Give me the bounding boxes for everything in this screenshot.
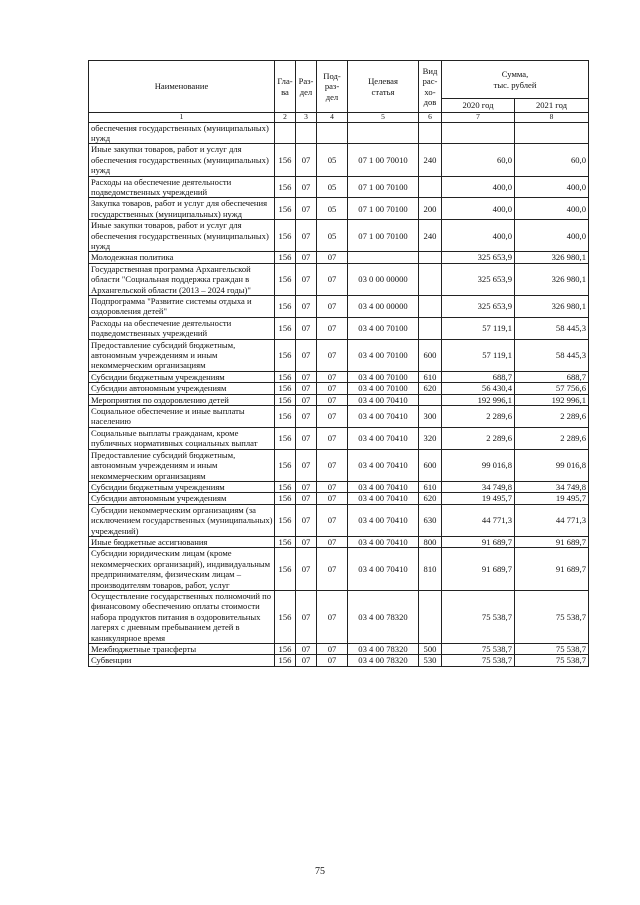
row-amount-2020-cell: 325 653,9 bbox=[442, 263, 515, 295]
row-amount-2021-cell: 91 689,7 bbox=[515, 548, 589, 591]
row-target-cell: 03 4 00 70410 bbox=[348, 481, 419, 492]
budget-table bbox=[88, 60, 589, 667]
row-subsection-cell: 07 bbox=[317, 644, 348, 655]
row-amount-2020-cell: 2 289,6 bbox=[442, 406, 515, 428]
table-row bbox=[89, 493, 589, 504]
row-chapter-cell: 156 bbox=[275, 427, 296, 449]
table-row bbox=[89, 644, 589, 655]
row-target-cell bbox=[348, 252, 419, 263]
table-row bbox=[89, 317, 589, 339]
row-chapter-cell: 156 bbox=[275, 449, 296, 481]
row-amount-2020-cell: 75 538,7 bbox=[442, 644, 515, 655]
row-expense-type-cell: 610 bbox=[419, 481, 442, 492]
row-chapter-cell: 156 bbox=[275, 176, 296, 198]
row-name-cell: Субсидии автономным учреждениям bbox=[89, 493, 275, 504]
row-amount-2020-cell: 2 289,6 bbox=[442, 427, 515, 449]
row-chapter-cell: 156 bbox=[275, 220, 296, 252]
row-amount-2021-cell: 2 289,6 bbox=[515, 427, 589, 449]
row-expense-type-cell bbox=[419, 252, 442, 263]
column-number: 2 bbox=[275, 113, 296, 123]
row-amount-2020-cell: 75 538,7 bbox=[442, 590, 515, 643]
row-expense-type-cell bbox=[419, 296, 442, 318]
row-target-cell: 03 4 00 70100 bbox=[348, 339, 419, 371]
row-section-cell: 07 bbox=[296, 176, 317, 198]
row-name-cell: Иные закупки товаров, работ и услуг для обеспечения государственных (муниципальных) нужд bbox=[89, 144, 275, 176]
row-chapter-cell: 156 bbox=[275, 317, 296, 339]
row-subsection-cell: 07 bbox=[317, 548, 348, 591]
budget-table-container bbox=[88, 60, 588, 667]
row-subsection-cell: 07 bbox=[317, 590, 348, 643]
row-chapter-cell: 156 bbox=[275, 198, 296, 220]
row-chapter-cell: 156 bbox=[275, 383, 296, 394]
row-subsection-cell: 07 bbox=[317, 317, 348, 339]
row-name-cell: Субсидии бюджетным учреждениям bbox=[89, 371, 275, 382]
row-expense-type-cell: 200 bbox=[419, 198, 442, 220]
row-amount-2020-cell: 75 538,7 bbox=[442, 655, 515, 666]
row-section-cell: 07 bbox=[296, 339, 317, 371]
row-amount-2021-cell: 400,0 bbox=[515, 176, 589, 198]
column-number: 4 bbox=[317, 113, 348, 123]
row-amount-2021-cell: 58 445,3 bbox=[515, 339, 589, 371]
row-target-cell: 03 4 00 00000 bbox=[348, 296, 419, 318]
row-section-cell: 07 bbox=[296, 548, 317, 591]
row-name-cell: Иные закупки товаров, работ и услуг для обеспечения государственных (муниципальных) нужд bbox=[89, 220, 275, 252]
row-section-cell bbox=[296, 122, 317, 144]
row-amount-2021-cell bbox=[515, 122, 589, 144]
column-number: 7 bbox=[442, 113, 515, 123]
table-row bbox=[89, 427, 589, 449]
row-section-cell: 07 bbox=[296, 504, 317, 536]
row-chapter-cell: 156 bbox=[275, 144, 296, 176]
row-amount-2020-cell: 57 119,1 bbox=[442, 339, 515, 371]
row-amount-2020-cell bbox=[442, 122, 515, 144]
header-chapter: Гла- ва bbox=[275, 61, 296, 113]
row-target-cell: 03 0 00 00000 bbox=[348, 263, 419, 295]
table-row bbox=[89, 406, 589, 428]
row-expense-type-cell bbox=[419, 263, 442, 295]
column-number: 8 bbox=[515, 113, 589, 123]
row-amount-2021-cell: 192 996,1 bbox=[515, 394, 589, 405]
row-chapter-cell: 156 bbox=[275, 394, 296, 405]
row-section-cell: 07 bbox=[296, 263, 317, 295]
row-subsection-cell: 05 bbox=[317, 198, 348, 220]
row-section-cell: 07 bbox=[296, 655, 317, 666]
table-row bbox=[89, 590, 589, 643]
row-amount-2021-cell: 60,0 bbox=[515, 144, 589, 176]
row-expense-type-cell: 300 bbox=[419, 406, 442, 428]
column-number: 3 bbox=[296, 113, 317, 123]
row-target-cell: 03 4 00 70410 bbox=[348, 394, 419, 405]
row-amount-2021-cell: 688,7 bbox=[515, 371, 589, 382]
row-chapter-cell: 156 bbox=[275, 406, 296, 428]
row-subsection-cell: 07 bbox=[317, 427, 348, 449]
row-amount-2020-cell: 325 653,9 bbox=[442, 296, 515, 318]
table-row bbox=[89, 655, 589, 666]
row-name-cell: Предоставление субсидий бюджетным, автономным учреждениям и иным некоммерческим организациям bbox=[89, 339, 275, 371]
row-section-cell: 07 bbox=[296, 536, 317, 547]
table-row bbox=[89, 548, 589, 591]
row-subsection-cell: 05 bbox=[317, 176, 348, 198]
row-subsection-cell: 07 bbox=[317, 263, 348, 295]
row-amount-2021-cell: 44 771,3 bbox=[515, 504, 589, 536]
row-name-cell: Субсидии некоммерческим организациям (за исключением государственных (муниципальных) учреждений) bbox=[89, 504, 275, 536]
row-section-cell: 07 bbox=[296, 481, 317, 492]
table-row bbox=[89, 144, 589, 176]
row-target-cell: 03 4 00 70410 bbox=[348, 536, 419, 547]
row-amount-2020-cell: 91 689,7 bbox=[442, 536, 515, 547]
row-name-cell: Осуществление государственных полномочий по финансовому обеспечению оплаты стоимости набора продуктов питания в оздоровительных лагерях с дневным пребыванием детей в каникулярное время bbox=[89, 590, 275, 643]
row-amount-2021-cell: 99 016,8 bbox=[515, 449, 589, 481]
row-amount-2021-cell: 19 495,7 bbox=[515, 493, 589, 504]
row-subsection-cell: 07 bbox=[317, 383, 348, 394]
column-number: 6 bbox=[419, 113, 442, 123]
row-name-cell: Субсидии юридическим лицам (кроме некоммерческих организаций), индивидуальным предпринимателям, физическим лицам – производителям товаров, работ, услуг bbox=[89, 548, 275, 591]
row-expense-type-cell: 240 bbox=[419, 144, 442, 176]
row-section-cell: 07 bbox=[296, 427, 317, 449]
row-amount-2021-cell: 75 538,7 bbox=[515, 644, 589, 655]
row-amount-2020-cell: 19 495,7 bbox=[442, 493, 515, 504]
row-expense-type-cell: 500 bbox=[419, 644, 442, 655]
row-amount-2021-cell: 326 980,1 bbox=[515, 252, 589, 263]
row-subsection-cell: 07 bbox=[317, 481, 348, 492]
row-expense-type-cell: 630 bbox=[419, 504, 442, 536]
row-expense-type-cell bbox=[419, 394, 442, 405]
row-amount-2021-cell: 58 445,3 bbox=[515, 317, 589, 339]
row-name-cell: Государственная программа Архангельской области "Социальная поддержка граждан в Архангельской области (2013 – 2024 годы)" bbox=[89, 263, 275, 295]
row-target-cell: 03 4 00 78320 bbox=[348, 655, 419, 666]
row-section-cell: 07 bbox=[296, 296, 317, 318]
row-amount-2021-cell: 75 538,7 bbox=[515, 590, 589, 643]
row-name-cell: Социальное обеспечение и иные выплаты населению bbox=[89, 406, 275, 428]
row-chapter-cell: 156 bbox=[275, 590, 296, 643]
row-expense-type-cell: 600 bbox=[419, 339, 442, 371]
row-name-cell: Расходы на обеспечение деятельности подведомственных учреждений bbox=[89, 317, 275, 339]
row-name-cell: Социальные выплаты гражданам, кроме публичных нормативных социальных выплат bbox=[89, 427, 275, 449]
row-chapter-cell: 156 bbox=[275, 493, 296, 504]
row-target-cell: 03 4 00 78320 bbox=[348, 644, 419, 655]
row-section-cell: 07 bbox=[296, 590, 317, 643]
header-year-2020: 2020 год bbox=[442, 99, 515, 113]
header-section: Раз- дел bbox=[296, 61, 317, 113]
table-row bbox=[89, 383, 589, 394]
row-name-cell: Мероприятия по оздоровлению детей bbox=[89, 394, 275, 405]
header-expense-type: Вид рас- хо- дов bbox=[419, 61, 442, 113]
row-section-cell: 07 bbox=[296, 198, 317, 220]
row-amount-2021-cell: 400,0 bbox=[515, 220, 589, 252]
row-name-cell: Субвенции bbox=[89, 655, 275, 666]
column-numbers-row bbox=[89, 113, 589, 123]
row-section-cell: 07 bbox=[296, 371, 317, 382]
row-amount-2020-cell: 44 771,3 bbox=[442, 504, 515, 536]
row-subsection-cell: 07 bbox=[317, 655, 348, 666]
row-name-cell: Подпрограмма "Развитие системы отдыха и оздоровления детей" bbox=[89, 296, 275, 318]
row-section-cell: 07 bbox=[296, 493, 317, 504]
row-section-cell: 07 bbox=[296, 144, 317, 176]
table-row bbox=[89, 481, 589, 492]
row-name-cell: Закупка товаров, работ и услуг для обеспечения государственных (муниципальных) нужд bbox=[89, 198, 275, 220]
header-year-2021: 2021 год bbox=[515, 99, 589, 113]
row-amount-2020-cell: 34 749,8 bbox=[442, 481, 515, 492]
row-chapter-cell: 156 bbox=[275, 339, 296, 371]
row-chapter-cell: 156 bbox=[275, 504, 296, 536]
row-amount-2021-cell: 75 538,7 bbox=[515, 655, 589, 666]
row-subsection-cell: 07 bbox=[317, 252, 348, 263]
row-amount-2021-cell: 91 689,7 bbox=[515, 536, 589, 547]
row-target-cell: 03 4 00 70410 bbox=[348, 493, 419, 504]
row-target-cell: 03 4 00 70100 bbox=[348, 371, 419, 382]
row-subsection-cell: 07 bbox=[317, 536, 348, 547]
row-target-cell: 03 4 00 70410 bbox=[348, 406, 419, 428]
row-name-cell: Межбюджетные трансферты bbox=[89, 644, 275, 655]
table-row bbox=[89, 504, 589, 536]
column-number: 5 bbox=[348, 113, 419, 123]
row-subsection-cell: 07 bbox=[317, 449, 348, 481]
page-number: 75 bbox=[315, 866, 325, 877]
row-target-cell: 03 4 00 70100 bbox=[348, 383, 419, 394]
row-chapter-cell: 156 bbox=[275, 655, 296, 666]
row-target-cell: 03 4 00 70100 bbox=[348, 317, 419, 339]
row-section-cell: 07 bbox=[296, 644, 317, 655]
row-amount-2020-cell: 400,0 bbox=[442, 176, 515, 198]
row-target-cell: 03 4 00 78320 bbox=[348, 590, 419, 643]
row-target-cell: 07 1 00 70100 bbox=[348, 176, 419, 198]
row-chapter-cell: 156 bbox=[275, 481, 296, 492]
row-name-cell: Молодежная политика bbox=[89, 252, 275, 263]
table-row bbox=[89, 220, 589, 252]
row-subsection-cell: 07 bbox=[317, 504, 348, 536]
row-expense-type-cell bbox=[419, 317, 442, 339]
row-subsection-cell: 05 bbox=[317, 220, 348, 252]
row-target-cell: 03 4 00 70410 bbox=[348, 548, 419, 591]
row-section-cell: 07 bbox=[296, 449, 317, 481]
row-subsection-cell: 05 bbox=[317, 144, 348, 176]
row-chapter-cell: 156 bbox=[275, 252, 296, 263]
row-target-cell: 03 4 00 70410 bbox=[348, 449, 419, 481]
row-subsection-cell: 07 bbox=[317, 371, 348, 382]
header-sum: Сумма, тыс. рублей bbox=[442, 61, 589, 99]
row-amount-2021-cell: 326 980,1 bbox=[515, 296, 589, 318]
row-amount-2021-cell: 400,0 bbox=[515, 198, 589, 220]
row-chapter-cell: 156 bbox=[275, 536, 296, 547]
row-expense-type-cell: 620 bbox=[419, 493, 442, 504]
table-row bbox=[89, 394, 589, 405]
column-number: 1 bbox=[89, 113, 275, 123]
row-expense-type-cell bbox=[419, 176, 442, 198]
row-amount-2020-cell: 325 653,9 bbox=[442, 252, 515, 263]
row-target-cell: 03 4 00 70410 bbox=[348, 504, 419, 536]
row-amount-2021-cell: 57 756,6 bbox=[515, 383, 589, 394]
row-expense-type-cell: 320 bbox=[419, 427, 442, 449]
table-row bbox=[89, 449, 589, 481]
row-target-cell: 07 1 00 70100 bbox=[348, 220, 419, 252]
row-subsection-cell: 07 bbox=[317, 493, 348, 504]
row-subsection-cell: 07 bbox=[317, 394, 348, 405]
row-name-cell: Расходы на обеспечение деятельности подведомственных учреждений bbox=[89, 176, 275, 198]
row-amount-2020-cell: 57 119,1 bbox=[442, 317, 515, 339]
table-row bbox=[89, 339, 589, 371]
row-target-cell: 07 1 00 70100 bbox=[348, 198, 419, 220]
table-row bbox=[89, 371, 589, 382]
row-section-cell: 07 bbox=[296, 383, 317, 394]
row-section-cell: 07 bbox=[296, 406, 317, 428]
row-section-cell: 07 bbox=[296, 220, 317, 252]
row-name-cell: Субсидии бюджетным учреждениям bbox=[89, 481, 275, 492]
row-amount-2020-cell: 60,0 bbox=[442, 144, 515, 176]
row-amount-2021-cell: 326 980,1 bbox=[515, 263, 589, 295]
row-target-cell: 03 4 00 70410 bbox=[348, 427, 419, 449]
row-expense-type-cell: 600 bbox=[419, 449, 442, 481]
row-amount-2020-cell: 56 430,4 bbox=[442, 383, 515, 394]
row-subsection-cell: 07 bbox=[317, 296, 348, 318]
row-section-cell: 07 bbox=[296, 394, 317, 405]
header-subsection: Под- раз- дел bbox=[317, 61, 348, 113]
table-row bbox=[89, 198, 589, 220]
table-row bbox=[89, 176, 589, 198]
row-name-cell: Предоставление субсидий бюджетным, автономным учреждениям и иным некоммерческим организациям bbox=[89, 449, 275, 481]
row-chapter-cell: 156 bbox=[275, 644, 296, 655]
row-target-cell: 07 1 00 70010 bbox=[348, 144, 419, 176]
row-target-cell bbox=[348, 122, 419, 144]
row-amount-2021-cell: 2 289,6 bbox=[515, 406, 589, 428]
row-expense-type-cell: 530 bbox=[419, 655, 442, 666]
row-expense-type-cell: 240 bbox=[419, 220, 442, 252]
row-section-cell: 07 bbox=[296, 317, 317, 339]
row-chapter-cell bbox=[275, 122, 296, 144]
row-amount-2020-cell: 192 996,1 bbox=[442, 394, 515, 405]
row-amount-2020-cell: 91 689,7 bbox=[442, 548, 515, 591]
table-row bbox=[89, 252, 589, 263]
row-amount-2020-cell: 400,0 bbox=[442, 220, 515, 252]
row-expense-type-cell: 620 bbox=[419, 383, 442, 394]
row-amount-2021-cell: 34 749,8 bbox=[515, 481, 589, 492]
row-expense-type-cell bbox=[419, 122, 442, 144]
row-expense-type-cell: 800 bbox=[419, 536, 442, 547]
row-expense-type-cell bbox=[419, 590, 442, 643]
row-section-cell: 07 bbox=[296, 252, 317, 263]
row-expense-type-cell: 610 bbox=[419, 371, 442, 382]
table-row bbox=[89, 263, 589, 295]
row-chapter-cell: 156 bbox=[275, 296, 296, 318]
header-name: Наименование bbox=[89, 61, 275, 113]
row-chapter-cell: 156 bbox=[275, 371, 296, 382]
row-amount-2020-cell: 99 016,8 bbox=[442, 449, 515, 481]
row-name-cell: обеспечения государственных (муниципальных) нужд bbox=[89, 122, 275, 144]
header-target-article: Целевая статья bbox=[348, 61, 419, 113]
row-name-cell: Субсидии автономным учреждениям bbox=[89, 383, 275, 394]
row-subsection-cell: 07 bbox=[317, 339, 348, 371]
row-expense-type-cell: 810 bbox=[419, 548, 442, 591]
row-chapter-cell: 156 bbox=[275, 263, 296, 295]
row-name-cell: Иные бюджетные ассигнования bbox=[89, 536, 275, 547]
table-row bbox=[89, 296, 589, 318]
row-subsection-cell: 07 bbox=[317, 406, 348, 428]
row-subsection-cell bbox=[317, 122, 348, 144]
row-amount-2020-cell: 400,0 bbox=[442, 198, 515, 220]
table-row bbox=[89, 536, 589, 547]
row-chapter-cell: 156 bbox=[275, 548, 296, 591]
row-amount-2020-cell: 688,7 bbox=[442, 371, 515, 382]
table-row bbox=[89, 122, 589, 144]
